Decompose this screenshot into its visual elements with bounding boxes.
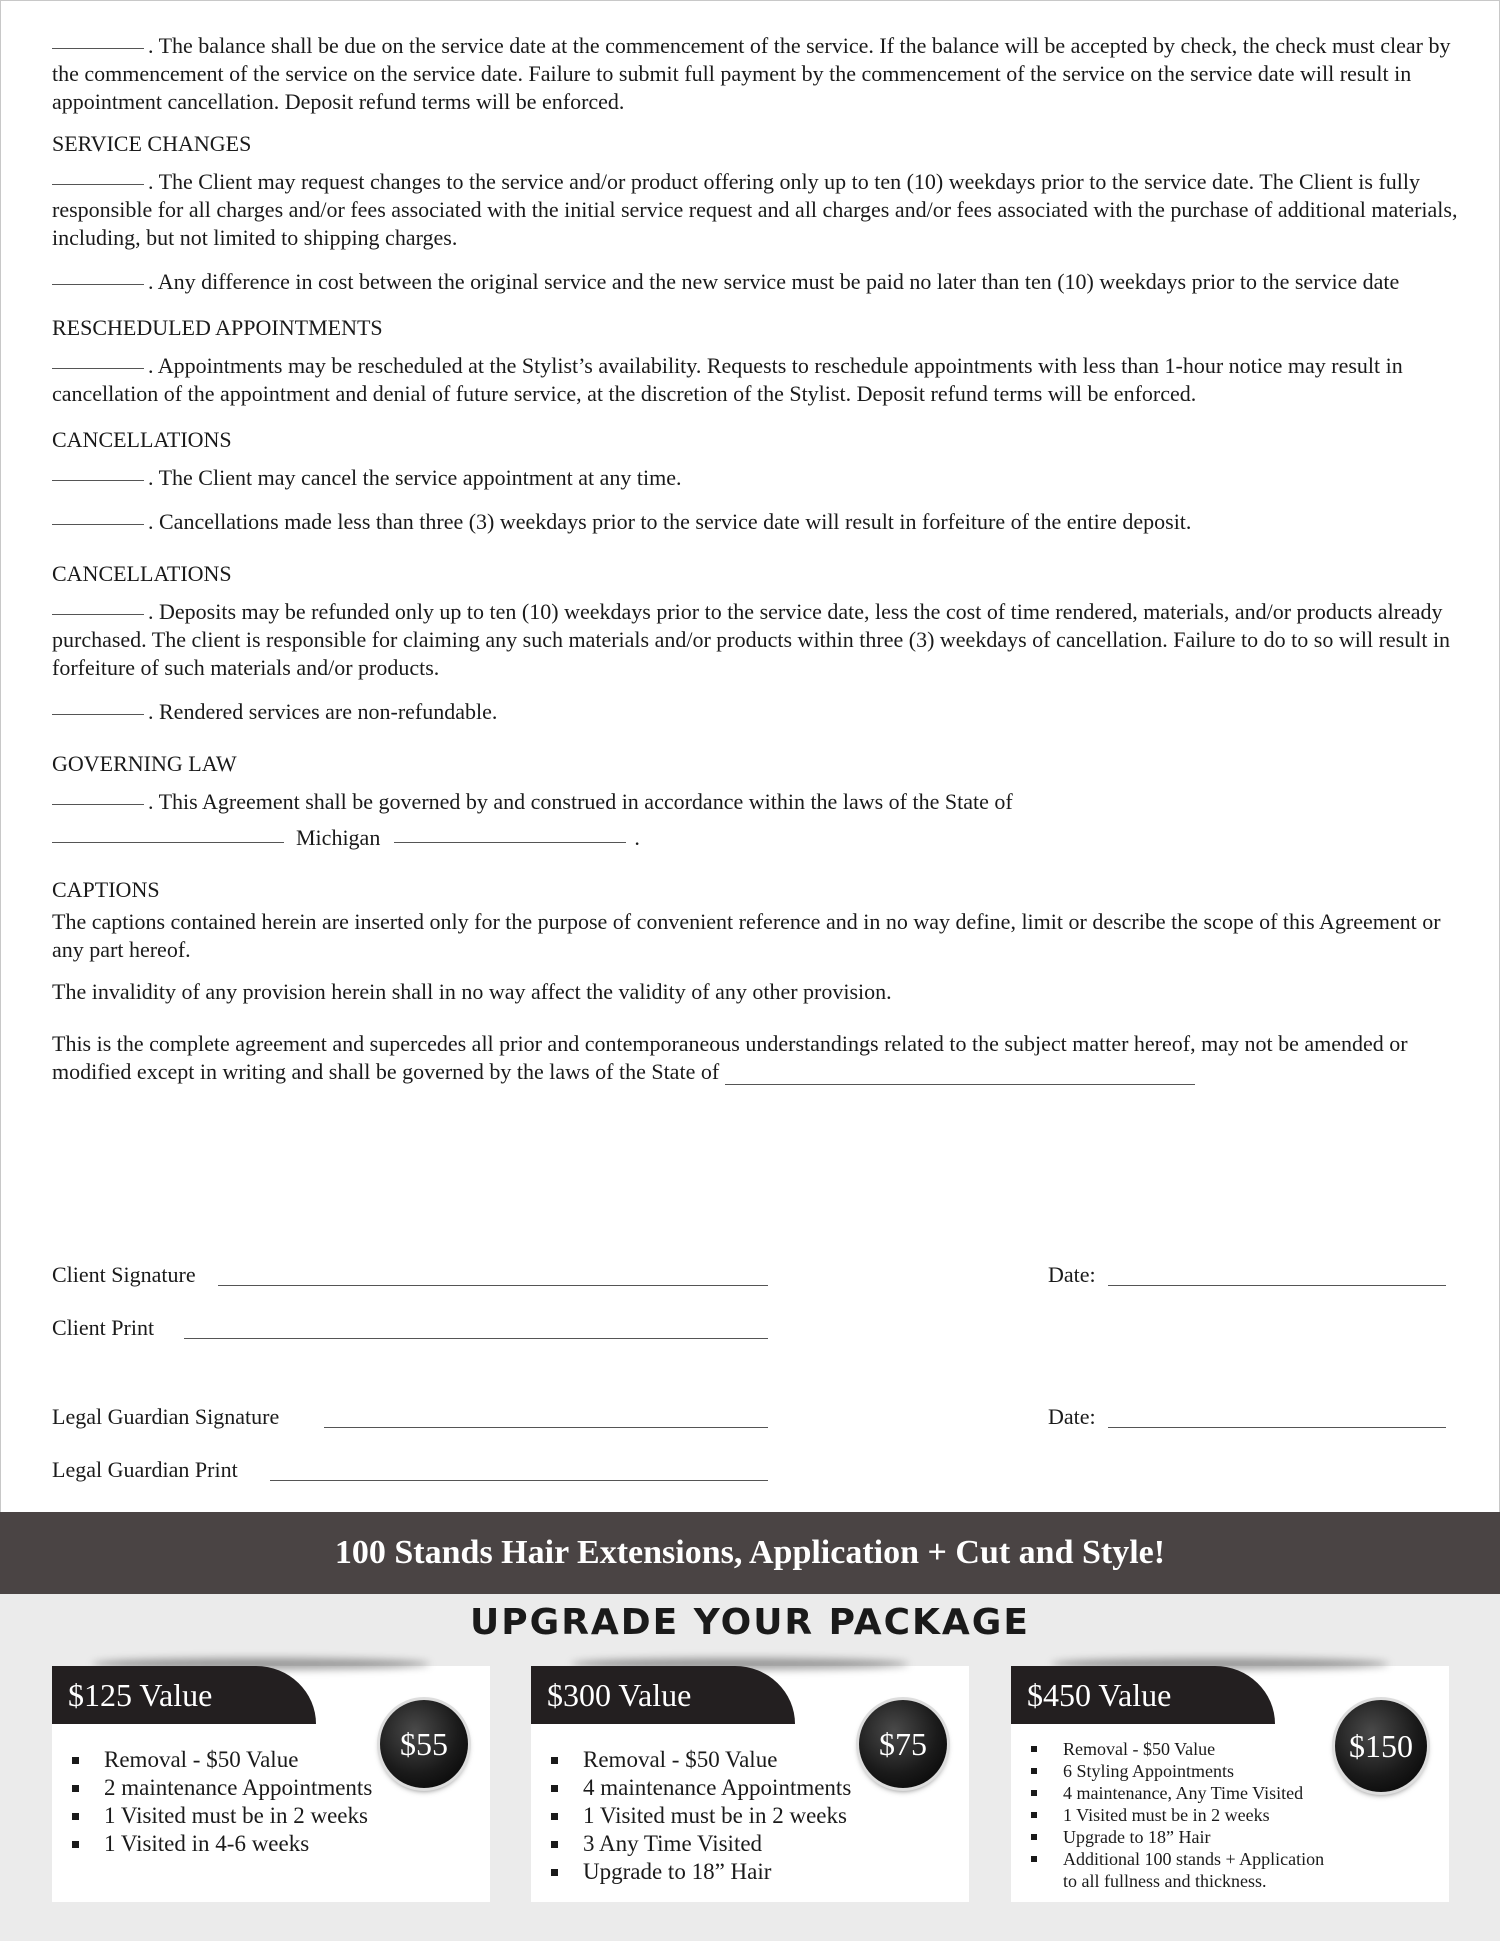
section-heading-rescheduled: RESCHEDULED APPOINTMENTS <box>52 315 383 340</box>
package-value-header: $125 Value <box>52 1666 316 1724</box>
list-item: 4 maintenance, Any Time Visited <box>1029 1782 1329 1804</box>
guardian-print-line[interactable] <box>270 1479 768 1481</box>
governing-text: . This Agreement shall be governed by and construed in accordance within the laws of the State of <box>148 789 1013 814</box>
list-item: 1 Visited must be in 2 weeks <box>1029 1804 1329 1826</box>
initial-blank[interactable] <box>52 479 144 481</box>
service-changes-paragraph-1 <box>52 168 1472 252</box>
section-heading-cancellations-2: CANCELLATIONS <box>52 561 232 586</box>
refund-paragraph-1 <box>52 598 1472 682</box>
refund-text-1: . Deposits may be refunded only up to ten (10) weekdays prior to the service date, less the cost of time rendered, materials, and/or products already purchased. The client is responsible for claiming any such materials and/or products within three (3) weekdays of cancellation. Failure to do to so will result in forfeiture of such materials and/or products. <box>52 599 1451 680</box>
guardian-print-label: Legal Guardian Print <box>52 1457 238 1482</box>
guardian-signature-label: Legal Guardian Signature <box>52 1404 280 1429</box>
package-card-2[interactable] <box>531 1666 969 1902</box>
service-changes-paragraph-2 <box>52 268 1472 296</box>
governing-paragraph <box>52 788 1472 816</box>
list-item: 1 Visited must be in 2 weeks <box>70 1802 372 1830</box>
initial-blank[interactable] <box>52 523 144 525</box>
price-badge: $55 <box>380 1700 468 1788</box>
state-blank-left[interactable] <box>52 841 284 843</box>
list-item: Upgrade to 18” Hair <box>549 1858 851 1886</box>
initial-blank[interactable] <box>52 613 144 615</box>
initial-blank[interactable] <box>52 183 144 185</box>
governing-end: . <box>634 825 640 850</box>
package-value-header: $300 Value <box>531 1666 795 1724</box>
list-item: 3 Any Time Visited <box>549 1830 851 1858</box>
initial-blank[interactable] <box>52 283 144 285</box>
date-line-2[interactable] <box>1108 1426 1446 1428</box>
service-changes-text-2: . Any difference in cost between the original service and the new service must be paid no later than ten (10) weekdays prior to the service date <box>148 269 1400 294</box>
cancellations-text-1: . The Client may cancel the service appointment at any time. <box>148 465 682 490</box>
governing-state-line <box>52 824 1472 852</box>
refund-text-2: . Rendered services are non-refundable. <box>148 699 498 724</box>
upgrade-promo-section <box>0 1512 1500 1941</box>
list-item: Removal - $50 Value <box>549 1746 851 1774</box>
list-item: 2 maintenance Appointments <box>70 1774 372 1802</box>
date-label-2: Date: <box>1048 1404 1096 1429</box>
package-feature-list <box>549 1746 851 1886</box>
service-changes-text-1: . The Client may request changes to the service and/or product offering only up to ten (10) weekdays prior to the service date. The Client is fully responsible for all charges and/or fees associated with the initial service request and all charges and/or fees associated with the purchase of additional materials, including, but not limited to shipping charges. <box>52 169 1458 250</box>
section-heading-cancellations: CANCELLATIONS <box>52 427 232 452</box>
list-item: Upgrade to 18” Hair <box>1029 1826 1329 1848</box>
state-blank-final[interactable] <box>725 1083 1195 1085</box>
client-signature-line[interactable] <box>218 1284 768 1286</box>
list-item: 1 Visited must be in 2 weeks <box>549 1802 851 1830</box>
cancellations-text-2: . Cancellations made less than three (3) weekdays prior to the service date will result in forfeiture of the entire deposit. <box>148 509 1192 534</box>
rescheduled-paragraph <box>52 352 1472 408</box>
refund-paragraph-2 <box>52 698 1472 726</box>
balance-text: . The balance shall be due on the service date at the commencement of the service. If the balance will be accepted by check, the check must clear by the commencement of the service on the service date. Failure to submit full payment by the commencement of the service on the service date will result in appointment cancellation. Deposit refund terms will be enforced. <box>52 33 1451 114</box>
captions-text-3: This is the complete agreement and supercedes all prior and contemporaneous understandings related to the subject matter hereof, may not be amended or modified except in writing and shall be governed by the laws of the State of <box>52 1031 1408 1084</box>
state-blank-right[interactable] <box>394 841 626 843</box>
list-item: 6 Styling Appointments <box>1029 1760 1329 1782</box>
captions-paragraph-1: The captions contained herein are inserted only for the purpose of convenient reference and in no way define, limit or describe the scope of this Agreement or any part hereof. <box>52 909 1441 962</box>
initial-blank[interactable] <box>52 47 144 49</box>
cancellations-paragraph-1 <box>52 464 1472 492</box>
package-feature-list <box>1029 1738 1329 1892</box>
date-label-1: Date: <box>1048 1262 1096 1287</box>
section-heading-governing-law: GOVERNING LAW <box>52 751 237 776</box>
agreement-body <box>52 32 1472 1086</box>
section-heading-service-changes: SERVICE CHANGES <box>52 131 252 156</box>
section-heading-captions: CAPTIONS <box>52 877 160 902</box>
client-print-label: Client Print <box>52 1315 155 1340</box>
list-item: Additional 100 stands + Application to all fullness and thickness. <box>1029 1848 1329 1892</box>
package-value-header: $450 Value <box>1011 1666 1275 1724</box>
promo-banner <box>0 1512 1500 1594</box>
initial-blank[interactable] <box>52 367 144 369</box>
promo-banner-text: 100 Stands Hair Extensions, Application + Cut and Style! <box>334 1534 1166 1571</box>
price-badge: $75 <box>859 1700 947 1788</box>
initial-blank[interactable] <box>52 803 144 805</box>
client-signature-label: Client Signature <box>52 1262 196 1287</box>
list-item: 4 maintenance Appointments <box>549 1774 851 1802</box>
package-feature-list <box>70 1746 372 1858</box>
list-item: 1 Visited in 4-6 weeks <box>70 1830 372 1858</box>
cancellations-paragraph-2 <box>52 508 1472 536</box>
promo-title: UPGRADE YOUR PACKAGE <box>470 1602 1030 1643</box>
balance-paragraph <box>52 32 1472 116</box>
price-badge: $150 <box>1335 1700 1427 1792</box>
captions-paragraph-3 <box>52 1030 1472 1086</box>
list-item: Removal - $50 Value <box>1029 1738 1329 1760</box>
captions-paragraph-2: The invalidity of any provision herein shall in no way affect the validity of any other provision. <box>52 979 892 1004</box>
client-print-line[interactable] <box>184 1337 768 1339</box>
initial-blank[interactable] <box>52 713 144 715</box>
date-line-1[interactable] <box>1108 1284 1446 1286</box>
package-card-1[interactable] <box>52 1666 490 1902</box>
list-item: Removal - $50 Value <box>70 1746 372 1774</box>
governing-state: Michigan <box>296 825 381 850</box>
rescheduled-text: . Appointments may be rescheduled at the Stylist’s availability. Requests to reschedule appointments with less than 1-hour notice may result in cancellation of the appointment and denial of future service, at the discretion of the Stylist. Deposit refund terms will be enforced. <box>52 353 1403 406</box>
package-card-3[interactable] <box>1011 1666 1449 1902</box>
guardian-signature-line[interactable] <box>324 1426 768 1428</box>
